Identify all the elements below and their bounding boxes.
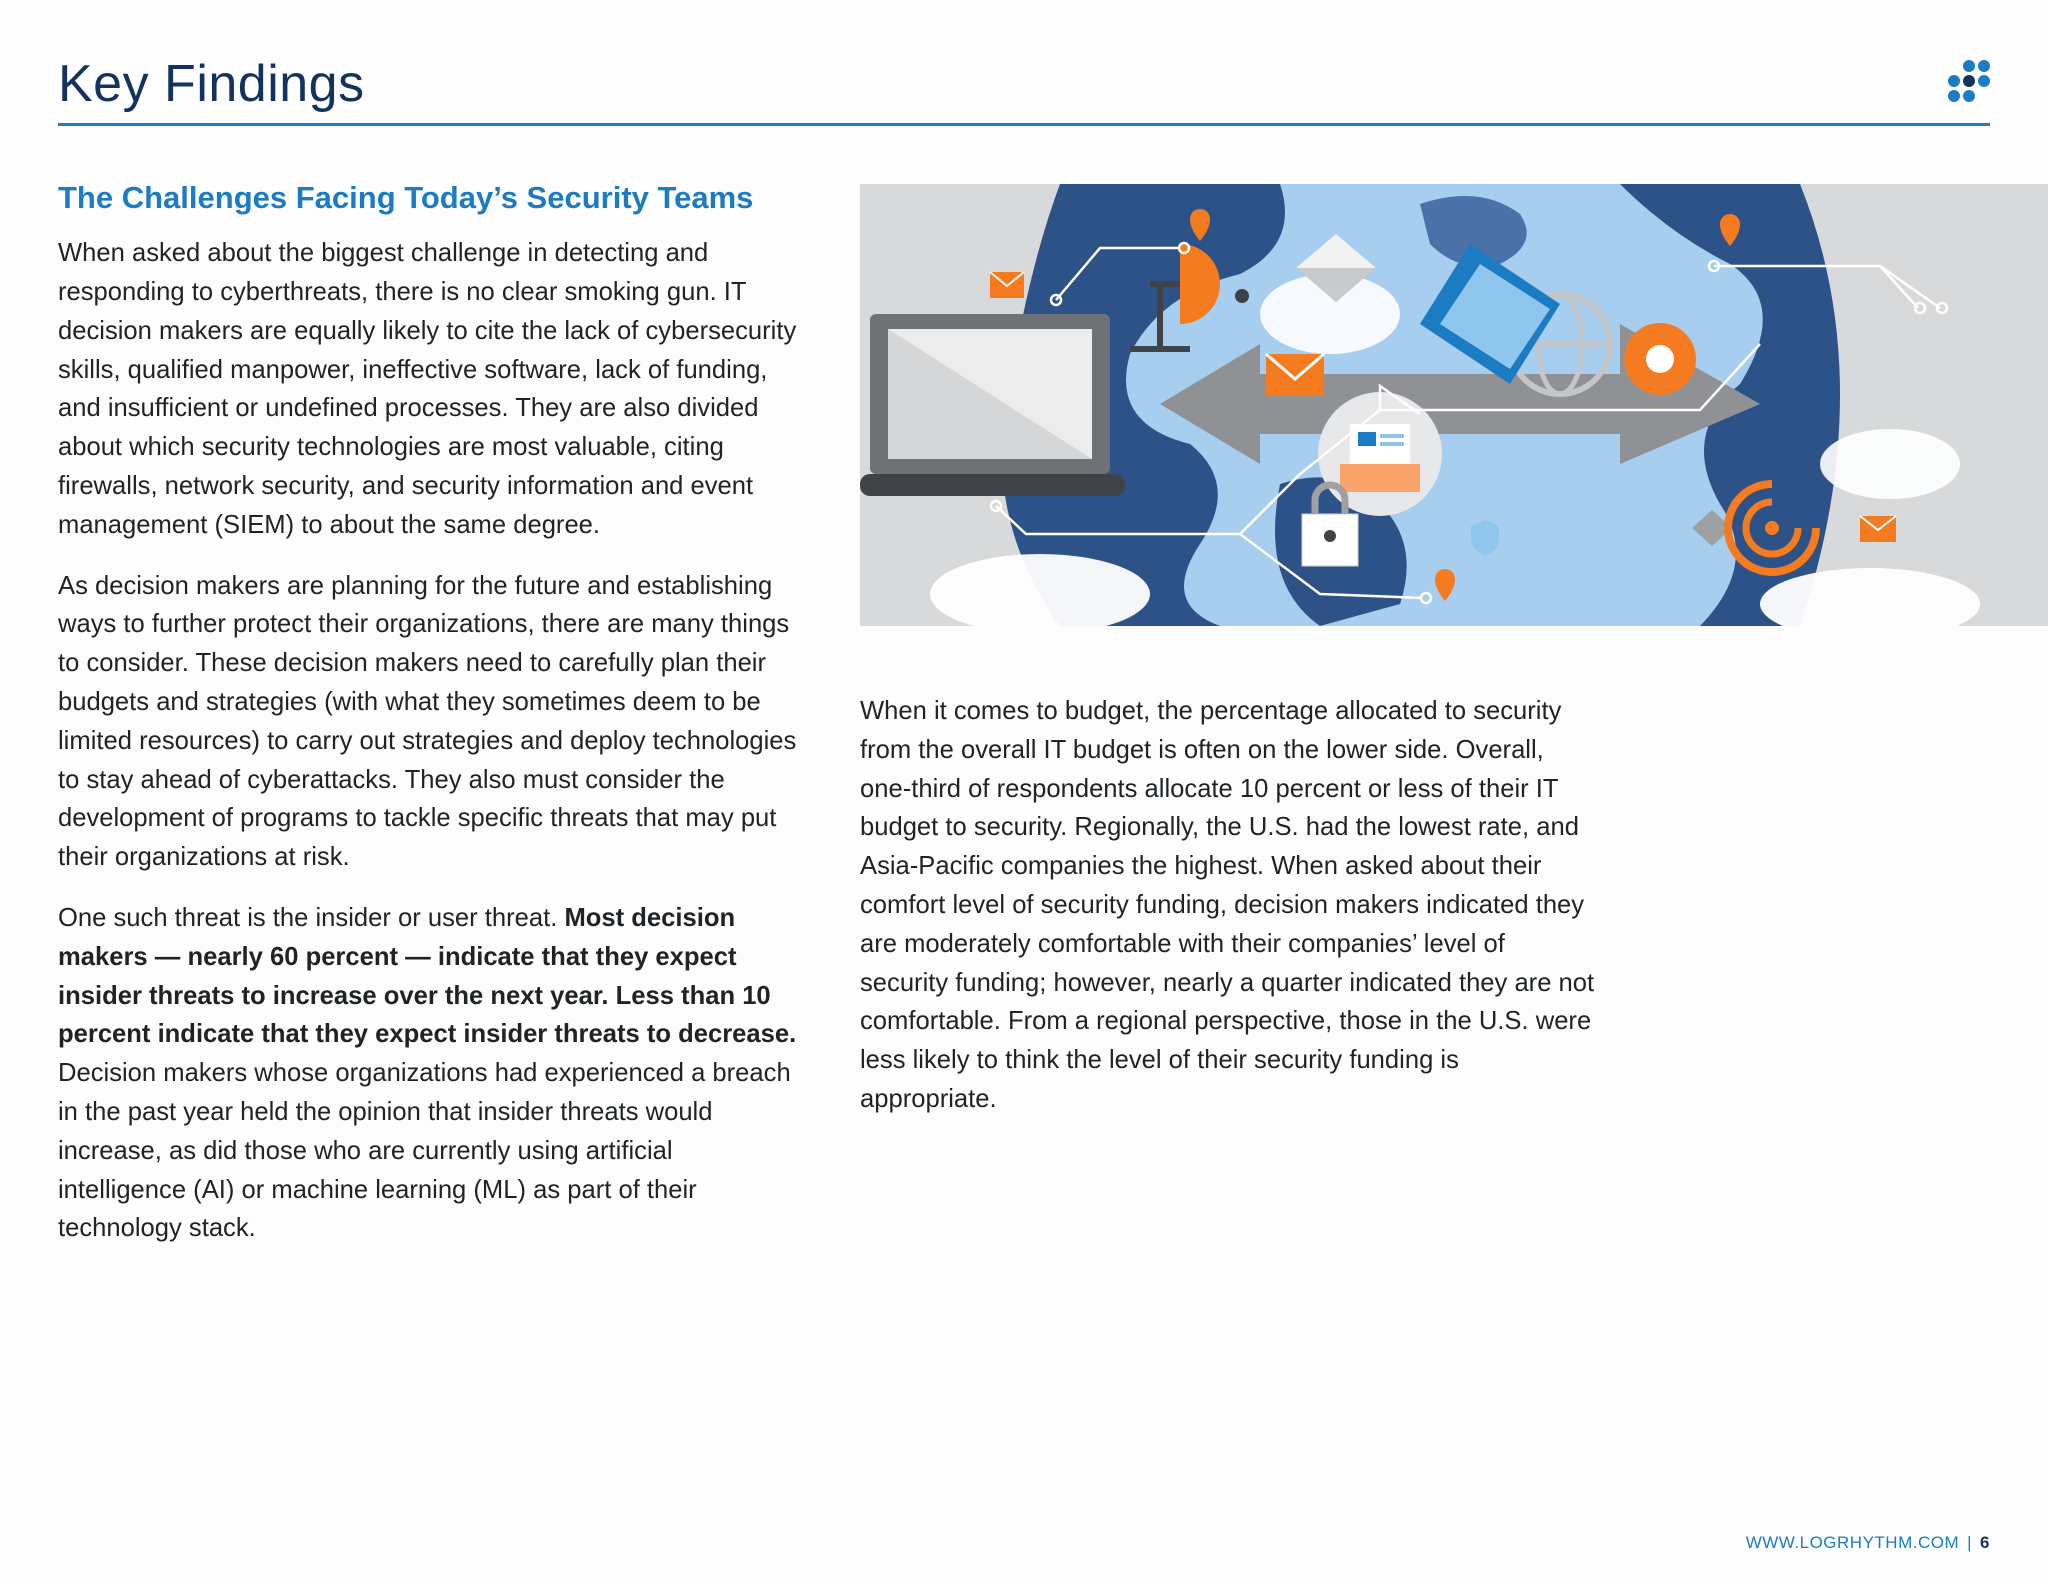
footer-separator: | (1967, 1533, 1973, 1552)
insider-threat-detail: Decision makers whose organizations had experienced a breach in the past year held the opinion that insider threats would increase, as did those who are currently using artificial intelligence (AI) or machine learning (ML) as part of their technology stack. (58, 1059, 791, 1243)
page-number: 6 (1980, 1533, 1990, 1552)
insider-threat-highlight: Most decision makers — nearly 60 percent — indicate that they expect insider threats to increase over the next year. Less than 10 percent indicate that they expect insider threats to decrease. (58, 904, 797, 1049)
paragraph-planning: As decision makers are planning for the future and establishing ways to further protect their organizations, there are many things to consider. These decision makers need to carefully plan their budgets and strategies (with what they sometimes deem to be limited resources) to carry out strategies and deploy technologies to stay ahead of cyberattacks. They also must consider the development of programs to tackle specific threats that may put their organizations at risk. (58, 571, 797, 872)
right-column (860, 692, 1600, 1141)
cybersecurity-globe-illustration (860, 184, 2048, 626)
footer-url[interactable]: WWW.LOGRHYTHM.COM (1745, 1533, 1960, 1552)
logrhythm-logo-icon (1936, 58, 1992, 114)
title-divider (58, 123, 1990, 126)
page-title: Key Findings (58, 55, 365, 113)
section-heading: The Challenges Facing Today’s Security Teams (58, 180, 754, 215)
left-column (58, 178, 798, 1270)
page-footer (1746, 1533, 1990, 1553)
hero-illustration (860, 184, 2048, 626)
paragraph-insider-threat (58, 899, 798, 1248)
insider-threat-intro: One such threat is the insider or user threat. (58, 904, 565, 933)
paragraph-challenges: When asked about the biggest challenge in detecting and responding to cyberthreats, there is no clear smoking gun. IT decision makers are equally likely to cite the lack of cybersecurity skills, qualified manpower, ineffective software, lack of funding, and insufficient or undefined processes. They are also divided about which security technologies are most valuable, citing firewalls, network security, and security information and event management (SIEM) to about the same degree. (58, 239, 797, 539)
paragraph-budget: When it comes to budget, the percentage allocated to security from the overall IT budget is often on the lower side. Overall, one-third of respondents allocate 10 percent or less of their IT budget to security. Regionally, the U.S. had the lowest rate, and Asia-Pacific companies the highest. When asked about their comfort level of security funding, decision makers indicated they are moderately comfortable with their companies’ level of security funding; however, nearly a quarter indicated they are not comfortable. From a regional perspective, those in the U.S. were less likely to think the level of their security funding is appropriate. (860, 697, 1595, 1113)
